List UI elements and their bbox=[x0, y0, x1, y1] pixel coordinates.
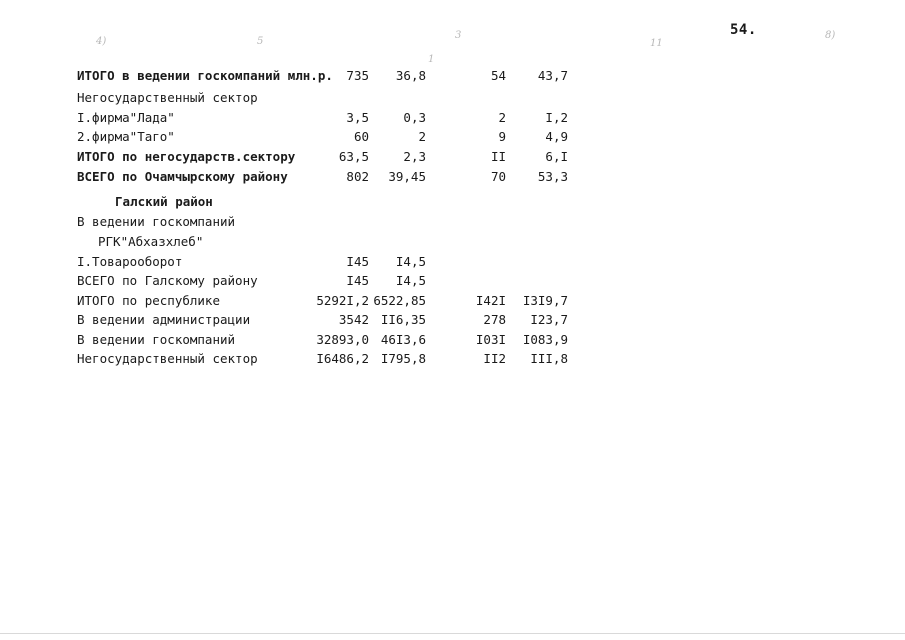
row-label: I.Товарооборот bbox=[77, 254, 183, 269]
page-edge-line bbox=[0, 633, 905, 634]
cell-value: I42I bbox=[475, 293, 506, 308]
cell-value: 2 bbox=[498, 110, 506, 125]
table-row bbox=[0, 349, 620, 368]
cell-value: 54 bbox=[490, 68, 506, 83]
cell-value: 0,3 bbox=[403, 110, 426, 125]
table-row bbox=[0, 232, 620, 251]
row-label: Негосударственный сектор bbox=[77, 351, 258, 366]
cell-value: 53,3 bbox=[537, 169, 568, 184]
row-label: В ведении администрации bbox=[77, 312, 251, 327]
page-number: 54. bbox=[730, 22, 757, 38]
cell-value: 60 bbox=[353, 129, 369, 144]
cell-value: II bbox=[490, 149, 506, 164]
cell-value: I45 bbox=[346, 273, 369, 288]
row-label: I.фирма"Лада" bbox=[77, 110, 175, 125]
table-row bbox=[0, 66, 620, 85]
row-label: Негосударственный сектор bbox=[77, 90, 258, 105]
cell-value: 9 bbox=[498, 129, 506, 144]
cell-value: 36,8 bbox=[395, 68, 426, 83]
cell-value: III,8 bbox=[530, 351, 568, 366]
table-row bbox=[0, 88, 620, 107]
cell-value: 6522,85 bbox=[373, 293, 426, 308]
row-label: Галский район bbox=[115, 194, 213, 209]
table-row bbox=[0, 212, 620, 231]
row-label: ВСЕГО по Очамчырскому району bbox=[77, 169, 288, 184]
table-row bbox=[0, 108, 620, 127]
cell-value: 70 bbox=[490, 169, 506, 184]
cell-value: I23,7 bbox=[530, 312, 568, 327]
cell-value: 32893,0 bbox=[316, 332, 369, 347]
cell-value: 39,45 bbox=[388, 169, 426, 184]
cell-value: I3I9,7 bbox=[522, 293, 568, 308]
cell-value: 278 bbox=[483, 312, 506, 327]
cell-value: I03I bbox=[475, 332, 506, 347]
cell-value: I083,9 bbox=[522, 332, 568, 347]
column-mark: 4) bbox=[96, 36, 107, 47]
table-row bbox=[0, 330, 620, 349]
row-label: В ведении госкомпаний bbox=[77, 214, 236, 229]
table-row bbox=[0, 271, 620, 290]
cell-value: I,2 bbox=[545, 110, 568, 125]
cell-value: 63,5 bbox=[338, 149, 369, 164]
cell-value: 6,I bbox=[545, 149, 568, 164]
cell-value: 3542 bbox=[338, 312, 369, 327]
cell-value: 2,3 bbox=[403, 149, 426, 164]
cell-value: 2 bbox=[418, 129, 426, 144]
cell-value: 46I3,6 bbox=[380, 332, 426, 347]
column-mark: 5 bbox=[257, 36, 264, 47]
section-heading bbox=[0, 192, 620, 211]
table-row bbox=[0, 167, 620, 186]
row-label: ИТОГО по негосударств.сектору bbox=[77, 149, 296, 164]
cell-value: I4,5 bbox=[395, 273, 426, 288]
cell-value: I4,5 bbox=[395, 254, 426, 269]
table-row bbox=[0, 310, 620, 329]
table-row bbox=[0, 147, 620, 166]
table-row bbox=[0, 252, 620, 271]
cell-value: I795,8 bbox=[380, 351, 426, 366]
column-mark: 11 bbox=[650, 38, 663, 49]
cell-value: I6486,2 bbox=[316, 351, 369, 366]
row-label: ИТОГО по республике bbox=[77, 293, 220, 308]
row-label: В ведении госкомпаний bbox=[77, 332, 236, 347]
column-mark: 1 bbox=[428, 54, 435, 65]
table-row bbox=[0, 127, 620, 146]
table-row bbox=[0, 291, 620, 310]
cell-value: 3,5 bbox=[346, 110, 369, 125]
cell-value: I45 bbox=[346, 254, 369, 269]
column-mark: 3 bbox=[455, 30, 462, 41]
cell-value: 4,9 bbox=[545, 129, 568, 144]
cell-value: 802 bbox=[346, 169, 369, 184]
cell-value: 5292I,2 bbox=[316, 293, 369, 308]
cell-value: 43,7 bbox=[537, 68, 568, 83]
row-label: РГК"Абхазхлеб" bbox=[98, 234, 204, 249]
column-mark: 8) bbox=[825, 30, 836, 41]
cell-value: 735 bbox=[346, 68, 369, 83]
row-label: ВСЕГО по Галскому району bbox=[77, 273, 258, 288]
row-label: 2.фирма"Таго" bbox=[77, 129, 175, 144]
cell-value: II6,35 bbox=[380, 312, 426, 327]
cell-value: II2 bbox=[483, 351, 506, 366]
row-label: ИТОГО в ведении госкомпаний млн.р. bbox=[77, 68, 333, 83]
